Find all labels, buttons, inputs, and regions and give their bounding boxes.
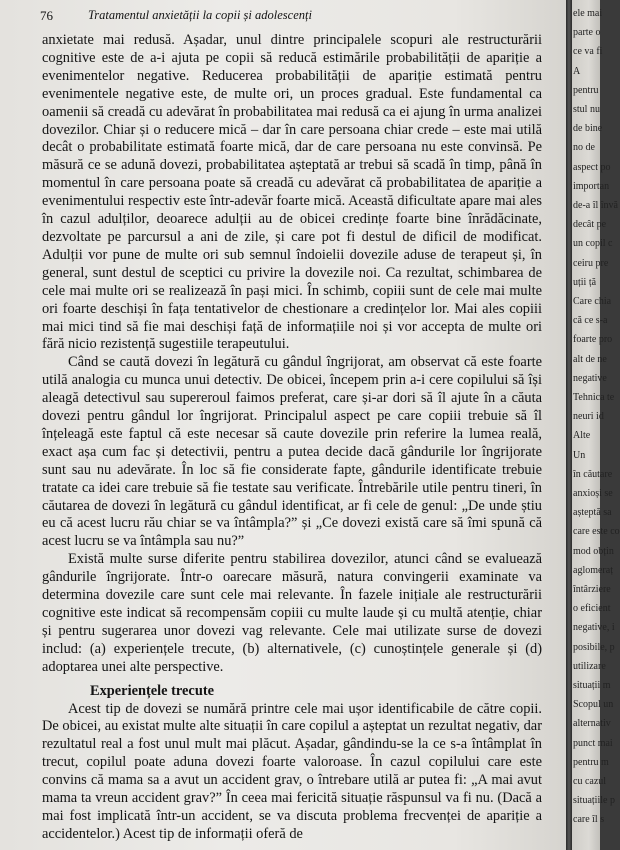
facing-page-fragment: că ce s-a [573,315,608,327]
section-heading: Experiențele trecute [90,682,214,699]
facing-page-fragment: întârziere [573,584,611,595]
facing-page-fragment: cu cazul [573,776,607,787]
facing-page-fragment: decât pe [573,219,607,231]
facing-page-fragment: o eficient [573,603,611,615]
facing-page-fragment: ceiru pre [573,257,609,269]
running-title: Tratamentul anxietății la copii și adolescenți [88,8,312,22]
facing-page-fragment: de-a îl învă [573,200,618,211]
facing-page-fragment: pentru m [573,756,609,768]
facing-page-fragment: care îl s [573,814,605,826]
facing-page-fragment: Tehnica te [573,392,615,403]
paragraph-detective-analogy: Când se caută dovezi în legătură cu gândul îngrijorat, am observat că este foarte utilă analogia cu munca unui detectiv. De obicei, începem prin a-i cere copilului să își aleagă detectivul sau supereroul faimos preferat, care și-ar dori să îl ajute în a căuta dovezi pentru gândul lor îngrijorat. Principalul aspect pe care copiii trebuie să îl înțeleagă este faptul că este necesar să caute dovezile prin referire la lumea reală, exact așa cum fac și detectivii, pentru a putea decide dacă gândurile lor îngrijorate sunt sau nu adevărate. În loc să fie considerate fapte, gândurile identificate trebuie tratate ca idei care trebuie să fie testate sau verificate. Întrebările utile pentru tineri, în căutarea de dovezi în legătură cu gândul identificat, ar fi cele de genul: „De unde știu eu că acest lucru rău chiar se va întâmpla?” și „Ce dovezi există care să îmi spună că acest lucru se va întâmpla sau nu?” [42,354,542,550]
facing-page-fragment: posibile, p [573,641,615,653]
page-header [40,8,546,26]
facing-page-fragment: aglomeraț [573,564,613,576]
facing-page-fragment: punct mai [573,737,613,749]
facing-page-fragment: în căutare [573,468,613,480]
facing-page-fragment: anxioși se [573,488,613,499]
facing-page-fragment: de bine [573,123,603,135]
facing-page-fragment: Alte [573,430,591,442]
facing-page-fragment: un copil c [573,238,613,250]
facing-page-fragment: foarte pro [573,334,613,346]
facing-page-fragment: utilizare [573,660,606,672]
facing-page-fragment: A [573,65,581,77]
page-body [42,32,542,844]
facing-page-fragment: Scopul un [573,699,614,711]
paragraph-evidence-sources: Există multe surse diferite pentru stabilirea dovezilor, atunci când se evaluează gândurile îngrijorate. Într-o oarecare măsură, natura convingerii examinate va determina dovezile care sunt cele mai relevante. În fazele inițiale ale restructurării cognitive este indicat să recompensăm copiii cu multe laude și cu multă atenție, chiar și pentru sugerarea unor dovezi vag relevante. Cele mai utilizate surse de dovezi includ: (a) experiențele trecute, (b) alternativele, (c) cunoștințele generale și (d) adoptarea unei alte perspective. [42,551,542,675]
facing-page-fragment: mod obțin [573,545,614,557]
facing-page-fragment: Un [573,449,586,461]
facing-page-fragment: ele mai [573,8,603,19]
facing-page-fragment: alternativ [573,718,611,730]
facing-page-fragment: stul nu [573,104,600,115]
facing-page-fragment: așteptă sa [573,507,612,519]
facing-page-edge [572,0,620,850]
facing-page-fragment: uții ță [573,276,597,288]
facing-page-fragment: no de [573,142,595,154]
facing-page-fragment: ce va fi [573,46,603,58]
paragraph-continued: anxietate mai redusă. Așadar, unul dintre principalele scopuri ale restructurării cognitive este de a-i ajuta pe copii să reducă estimările probabilității de apariție a evenimentelor negative. Reducerea probabilității de apariție estimată pentru evenimentele negative este, de multe ori, un proces gradual. Este fundamental ca oamenii să creadă cu adevărat în probabilitatea mai redusă ca ei ajung în urma analizei dovezilor. Chiar și o reducere mică – dar în care persoana chiar crede – este mai utilă decât o probabilitate estimată foarte mică, dar de care persoana nu este convinsă. Pe măsură ce se adună dovezi, probabilitatea așteptată ar trebui să scadă în timp, până în momentul în care persoana poate să creadă cu adevărat că probabilitatea de apariție a evenimentului respectiv este într-adevăr foarte mică. Această dificultate apare mai ales în cazul adulților, deoarece adulții au de obicei credințe foarte bine înrădăcinate, dezvoltate pe parcursul a ani de zile, și care pot fi destul de dificil de modificat. Adulții vor pune de multe ori sub semnul îndoielii dovezile aduse de terapeut și, în general, sunt destul de sceptici cu privire la dovezile noi. Ca rezultat, schimbarea de cele mai multe ori se realizează în pași mici. În schimb, copiii sunt de cele mai multe ori foarte deschiși în fața tentativelor de chestionare a credințelor lor. Mai ales copiii mai mici tind să fie mai deschiși față de informațiile noi și vor accepta de multe ori fără nicio rezistență sugestiile terapeutului. [42,32,542,353]
facing-page-fragment: aspect po [573,161,611,173]
paragraph-past-experiences: Acest tip de dovezi se numără printre cele mai ușor identificabile de către copii. De obicei, au existat multe alte situații în care copilul a așteptat un rezultat negativ, dar rezultatul real a fost unul mult mai plăcut. Așadar, gândindu-se la ce s-a întâmplat în trecut, copilul poate aduna dovezi foarte valoroase. În cazul copilului care este convins că mama sa a avut un accident grav, o întrebare utilă ar putea fi: „A mai avut mama ta vreun accident grav?” În ceea mai fericită situație răspunsul va fi nu. (Dacă a mai fost implicată într-un accident, se va discuta problema frecvenței de apariție a accidentelor.) Acest tip de informații oferă de [42,700,542,842]
facing-page-fragment: alt de ne [573,353,607,365]
facing-page-fragment: negative [573,372,607,384]
facing-page-fragment: situațiile p [573,795,615,807]
facing-page-fragment: negative, i [573,622,615,634]
facing-page-fragment: care este co [573,526,620,538]
facing-page-fragment: Care chia [573,296,612,307]
facing-page-fragment: parte o [573,27,601,39]
facing-page-fragment: neuri id [573,411,604,423]
facing-page-fragment: importan [573,180,610,192]
facing-page-fragment: situații m [573,680,611,691]
facing-page-fragment: pentru [573,84,599,96]
page-number: 76 [40,8,53,23]
